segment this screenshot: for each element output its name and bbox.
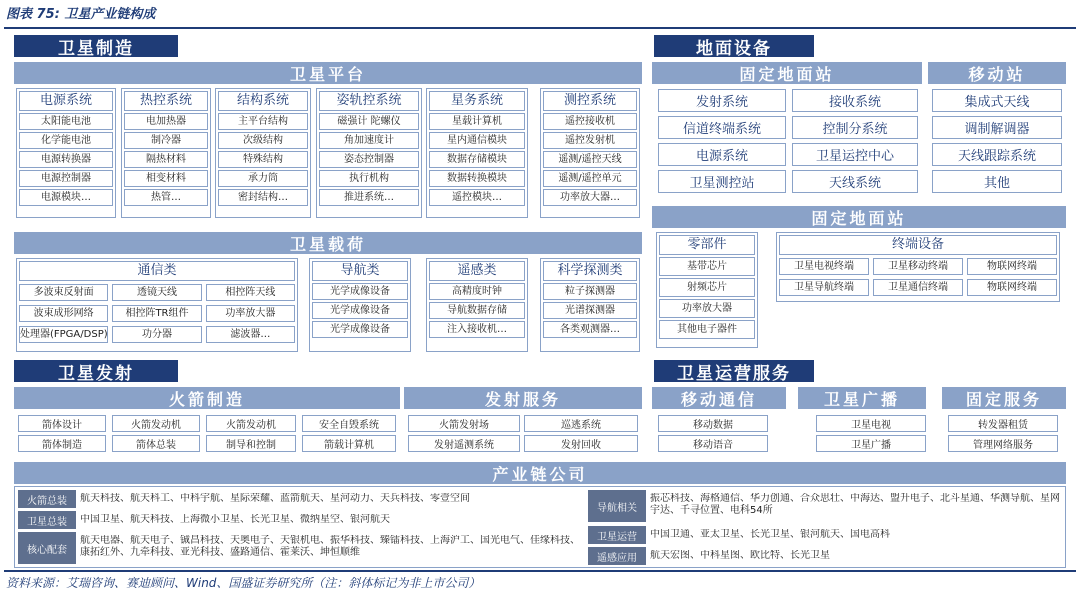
platform-item: 数据存储模块 xyxy=(429,151,525,168)
mobile-station-item: 集成式天线 xyxy=(932,89,1062,112)
band-companies: 产业链公司 xyxy=(14,462,1066,484)
section-launch: 卫星发射 xyxy=(14,360,178,382)
platform-col-header: 结构系统 xyxy=(218,91,308,111)
comm-item: 波束成形网络 xyxy=(19,305,108,322)
fixed-station-item: 控制分系统 xyxy=(792,116,918,139)
fixed-station-item: 卫星运控中心 xyxy=(792,143,918,166)
platform-item: 承力筒 xyxy=(218,170,308,187)
band-fixed-station-top: 固定地面站 xyxy=(652,62,922,84)
payload-science xyxy=(540,258,640,352)
fixed-station-item: 发射系统 xyxy=(658,89,786,112)
remote-item: 高精度时钟 xyxy=(429,283,525,300)
comm-item: 透镜天线 xyxy=(112,284,201,301)
remote-item: 导航数据存储 xyxy=(429,302,525,319)
science-item: 各类观测器… xyxy=(543,321,637,338)
platform-col-header: 电源系统 xyxy=(19,91,113,111)
platform-item: 角加速度计 xyxy=(319,132,419,149)
payload-comm xyxy=(16,258,298,352)
platform-item: 密封结构… xyxy=(218,189,308,206)
band-rocket: 火箭制造 xyxy=(14,387,400,409)
comm-item: 功率放大器 xyxy=(206,305,295,322)
platform-item: 数据转换模块 xyxy=(429,170,525,187)
rocket-item: 箭载计算机 xyxy=(302,435,396,452)
terminal-item: 物联网终端 xyxy=(967,279,1057,296)
company-text: 航天电器、航天电子、铖昌科技、天奥电子、天银机电、振华科技、臻镭科技、上海沪工、国光电气、佳缘科技、康拓红外、九牵科技、亚光科技、盛路通信、霍莱沃、坤恒顺维 xyxy=(80,535,580,558)
platform-col-header: 姿轨控系统 xyxy=(319,91,419,111)
platform-item: 电源控制器 xyxy=(19,170,113,187)
comm-item: 相控阵TR组件 xyxy=(112,305,201,322)
mobile-station-item: 其他 xyxy=(932,170,1062,193)
band-launch-service: 发射服务 xyxy=(404,387,642,409)
fixed-station-item: 天线系统 xyxy=(792,170,918,193)
platform-item: 电源模块… xyxy=(19,189,113,206)
launch-service-item: 发射回收 xyxy=(524,435,638,452)
bottom-rule xyxy=(4,570,1076,572)
comm-item: 滤波器… xyxy=(206,326,295,343)
ground-terminals xyxy=(776,232,1060,302)
broadcast-item: 卫星电视 xyxy=(816,415,926,432)
platform-item: 推进系统… xyxy=(319,189,419,206)
platform-item: 磁强计 陀螺仪 xyxy=(319,113,419,130)
platform-item: 化学能电池 xyxy=(19,132,113,149)
science-item: 光谱探测器 xyxy=(543,302,637,319)
rocket-item: 火箭发动机 xyxy=(112,415,200,432)
ground-parts xyxy=(656,232,758,348)
terminal-item: 卫星移动终端 xyxy=(873,258,963,275)
platform-item: 姿态控制器 xyxy=(319,151,419,168)
mobile-station-item: 天线跟踪系统 xyxy=(932,143,1062,166)
platform-col xyxy=(16,88,116,218)
platform-item: 执行机构 xyxy=(319,170,419,187)
platform-col-header: 热控系统 xyxy=(124,91,208,111)
platform-item: 制冷器 xyxy=(124,132,208,149)
platform-item: 星载计算机 xyxy=(429,113,525,130)
launch-service-item: 巡逃系统 xyxy=(524,415,638,432)
platform-col xyxy=(215,88,311,218)
platform-col xyxy=(540,88,640,218)
rocket-item: 箭体设计 xyxy=(18,415,106,432)
ground-terminals-header: 终端设备 xyxy=(779,235,1057,255)
rocket-item: 箭体总装 xyxy=(112,435,200,452)
fixed-station-item: 接收系统 xyxy=(792,89,918,112)
company-label: 火箭总装 xyxy=(18,490,76,508)
payload-comm-header: 通信类 xyxy=(19,261,295,281)
company-text: 振芯科技、海格通信、华力创通、合众思壮、中海达、盟升电子、北斗星通、华测导航、星网宇达、千寻位置、电科54所 xyxy=(650,493,1060,516)
platform-item: 热管… xyxy=(124,189,208,206)
payload-remote xyxy=(426,258,528,352)
company-label: 卫星总装 xyxy=(18,511,76,529)
fixed-station-item: 电源系统 xyxy=(658,143,786,166)
platform-item: 太阳能电池 xyxy=(19,113,113,130)
platform-item: 功率放大器… xyxy=(543,189,637,206)
mobile_comm-item: 移动语音 xyxy=(658,435,768,452)
platform-item: 遥控模块… xyxy=(429,189,525,206)
fixed-station-item: 信道终端系统 xyxy=(658,116,786,139)
band-broadcast: 卫星广播 xyxy=(798,387,926,409)
comm-item: 功分器 xyxy=(112,326,201,343)
nav-item: 光学成像设备 xyxy=(312,321,408,338)
nav-item: 光学成像设备 xyxy=(312,283,408,300)
platform-col-header: 星务系统 xyxy=(429,91,525,111)
part-item: 功率放大器 xyxy=(659,299,755,318)
platform-item: 电源转换器 xyxy=(19,151,113,168)
platform-item: 隔热材料 xyxy=(124,151,208,168)
fixed-station-item: 卫星测控站 xyxy=(658,170,786,193)
payload-science-header: 科学探测类 xyxy=(543,261,637,281)
section-ground: 地面设备 xyxy=(654,35,814,57)
company-label: 遥感应用 xyxy=(588,547,646,565)
mobile-station-item: 调制解调器 xyxy=(932,116,1062,139)
company-text: 中国卫通、亚太卫星、长光卫星、银河航天、国电高科 xyxy=(650,529,890,540)
remote-item: 注入接收机… xyxy=(429,321,525,338)
company-label: 卫星运营 xyxy=(588,526,646,544)
fixed_service-item: 管理网络服务 xyxy=(948,435,1058,452)
platform-item: 遥控发射机 xyxy=(543,132,637,149)
launch-service-item: 火箭发射场 xyxy=(408,415,520,432)
rocket-item: 火箭发动机 xyxy=(206,415,296,432)
part-item: 其他电子器件 xyxy=(659,320,755,339)
company-text: 航天科技、航天科工、中科宇航、星际荣耀、蓝箭航天、星河动力、天兵科技、零壹空间 xyxy=(80,493,470,504)
platform-item: 遥测/遥控单元 xyxy=(543,170,637,187)
rocket-item: 箭体制造 xyxy=(18,435,106,452)
band-sat-payload: 卫星载荷 xyxy=(14,232,642,254)
payload-nav xyxy=(309,258,411,352)
platform-item: 遥控接收机 xyxy=(543,113,637,130)
company-label: 导航相关 xyxy=(588,490,646,522)
part-item: 基带芯片 xyxy=(659,257,755,276)
terminal-item: 卫星电视终端 xyxy=(779,258,869,275)
band-sat-platform: 卫星平台 xyxy=(14,62,642,84)
terminal-item: 物联网终端 xyxy=(967,258,1057,275)
band-mobile-station: 移动站 xyxy=(928,62,1066,84)
fixed_service-item: 转发器租赁 xyxy=(948,415,1058,432)
rocket-item: 安全自毁系统 xyxy=(302,415,396,432)
platform-item: 主平台结构 xyxy=(218,113,308,130)
band-fixed-station-bottom: 固定地面站 xyxy=(652,206,1066,228)
figure-title: 图表 75: 卫星产业链构成 xyxy=(6,7,156,22)
platform-item: 星内通信模块 xyxy=(429,132,525,149)
nav-item: 光学成像设备 xyxy=(312,302,408,319)
platform-col xyxy=(121,88,211,218)
section-operation: 卫星运营服务 xyxy=(654,360,814,382)
platform-col-header: 测控系统 xyxy=(543,91,637,111)
platform-col xyxy=(426,88,528,218)
science-item: 粒子探测器 xyxy=(543,283,637,300)
rocket-item: 制导和控制 xyxy=(206,435,296,452)
platform-item: 次级结构 xyxy=(218,132,308,149)
company-text: 航天宏图、中科星图、欧比特、长光卫星 xyxy=(650,550,830,561)
payload-remote-header: 遥感类 xyxy=(429,261,525,281)
source-note: 资料来源：艾瑞咨询、赛迪顾问、Wind、国盛证券研究所（注：斜体标记为非上市公司） xyxy=(6,576,481,590)
platform-item: 电加热器 xyxy=(124,113,208,130)
ground-parts-header: 零部件 xyxy=(659,235,755,255)
comm-item: 处理器(FPGA/DSP) xyxy=(19,326,108,343)
comm-item: 多波束反射面 xyxy=(19,284,108,301)
comm-item: 相控阵天线 xyxy=(206,284,295,301)
band-fixed-service: 固定服务 xyxy=(942,387,1066,409)
mobile_comm-item: 移动数据 xyxy=(658,415,768,432)
part-item: 射频芯片 xyxy=(659,278,755,297)
company-text: 中国卫星、航天科技、上海微小卫星、长光卫星、微纳星空、银河航天 xyxy=(80,514,390,525)
broadcast-item: 卫星广播 xyxy=(816,435,926,452)
launch-service-item: 发射遥测系统 xyxy=(408,435,520,452)
company-label: 核心配套 xyxy=(18,532,76,564)
payload-nav-header: 导航类 xyxy=(312,261,408,281)
platform-item: 相变材料 xyxy=(124,170,208,187)
terminal-item: 卫星通信终端 xyxy=(873,279,963,296)
section-sat-manufacturing: 卫星制造 xyxy=(14,35,178,57)
band-mobile-comm: 移动通信 xyxy=(652,387,786,409)
title-rule xyxy=(4,27,1076,29)
platform-item: 特殊结构 xyxy=(218,151,308,168)
platform-col xyxy=(316,88,422,218)
platform-item: 遥测/遥控天线 xyxy=(543,151,637,168)
terminal-item: 卫星导航终端 xyxy=(779,279,869,296)
